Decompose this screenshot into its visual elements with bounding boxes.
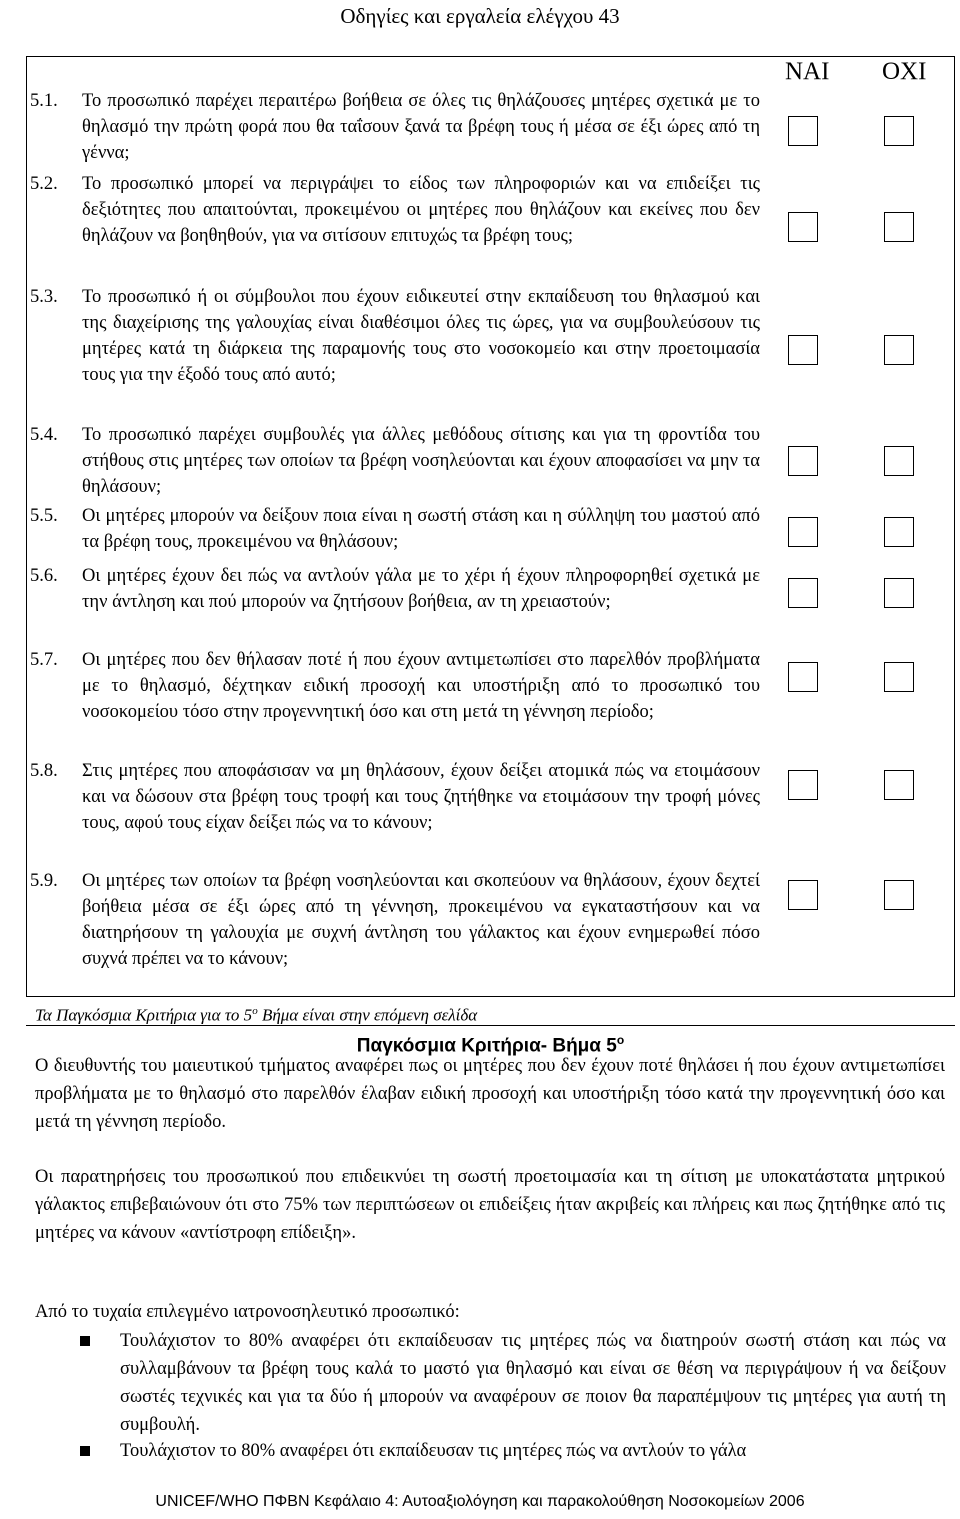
bullet-item xyxy=(80,1437,946,1465)
item-text: Το προσωπικό παρέχει συμβουλές για άλλες μεθόδους σίτισης και για τη φροντίδα του στήθους στις μητέρες των οποίων τα βρέφη νοσηλεύονται και έχουν αποφασίσει να μην τα θηλάσουν; xyxy=(82,425,760,497)
no-checkbox[interactable] xyxy=(884,880,914,910)
yes-checkbox[interactable] xyxy=(788,517,818,547)
item-number: 5.5. xyxy=(30,506,58,526)
bullet-item xyxy=(80,1327,946,1437)
yes-column-header: ΝΑΙ xyxy=(785,58,830,85)
yes-checkbox[interactable] xyxy=(788,212,818,242)
no-checkbox[interactable] xyxy=(884,517,914,547)
no-column-header: ΟΧΙ xyxy=(882,58,927,85)
item-number: 5.8. xyxy=(30,761,58,781)
yes-checkbox[interactable] xyxy=(788,116,818,146)
note-superscript: ο xyxy=(252,1005,258,1017)
item-text: Οι μητέρες μπορούν να δείξουν ποια είναι η σωστή στάση και η σύλληψη του μαστού από τα βρέφη τους, προκειμένου να θηλάσουν; xyxy=(82,506,760,552)
criteria-paragraph: Από το τυχαία επιλεγμένο ιατρονοσηλευτικό προσωπικό: xyxy=(35,1302,460,1322)
section-title xyxy=(26,1025,955,1057)
checklist-item xyxy=(30,758,760,864)
note-text-end: Βήμα είναι στην επόμενη σελίδα xyxy=(257,1005,478,1025)
no-checkbox[interactable] xyxy=(884,662,914,692)
page-header: Οδηγίες και εργαλεία ελέγχου 43 xyxy=(340,4,620,28)
yes-checkbox[interactable] xyxy=(788,770,818,800)
item-text: Το προσωπικό παρέχει περαιτέρω βοήθεια σε όλες τις θηλάζουσες μητέρες σχετικά με το θηλασμό την πρώτη φορά που θα ταΐσουν ξανά τα βρέφη τους ή μέσα σε έξι ώρες από τη γέννα; xyxy=(82,91,760,163)
bullet-text: Τουλάχιστον το 80% αναφέρει ότι εκπαίδευσαν τις μητέρες πώς να διατηρούν σωστή στάση και πώς να συλλαμβάνουν τα βρέφη τους καλά το μαστό για θηλασμό και είναι σε θέση να περιγράψουν ή να δείξουν σωστές τεχνικές και για τα δύο ή μπορούν να αναφέρουν σε ποιον θα παραπέμψουν τις μητέρες για αυτή τη συμβουλή. xyxy=(120,1331,946,1435)
page-footer: UNICEF/WHO ΠΦΒΝ Κεφάλαιο 4: Αυτοαξιολόγηση και παρακολούθηση Νοσοκομείων 2006 xyxy=(155,1493,805,1510)
item-number: 5.3. xyxy=(30,287,58,307)
item-text: Το προσωπικό μπορεί να περιγράψει το είδος των πληροφοριών και να επιδείξει τις δεξιότητες που απαιτούνται, προκειμένου οι μητέρες που θηλάζουν και εκείνες που δεν θηλάζουν να βοηθηθούν, για να σιτίσουν επιτυχώς τα βρέφη τους; xyxy=(82,174,760,246)
no-checkbox[interactable] xyxy=(884,578,914,608)
item-text: Οι μητέρες των οποίων τα βρέφη νοσηλεύονται και σκοπεύουν να θηλάσουν, έχουν δεχτεί βοήθεια μέσα σε έξι ώρες από τη γέννηση, προκειμένου να εγκαταστήσουν και να διατηρήσουν τη γαλουχία με συχνή άντληση του γάλακτος και έχουν ενημερωθεί πόσο συχνά πρέπει να το κάνουν; xyxy=(82,871,760,969)
yes-checkbox[interactable] xyxy=(788,880,818,910)
item-number: 5.9. xyxy=(30,871,58,891)
no-checkbox[interactable] xyxy=(884,446,914,476)
next-page-note xyxy=(35,1000,477,1027)
checklist-item xyxy=(30,422,760,502)
no-checkbox[interactable] xyxy=(884,335,914,365)
section-title-superscript: ο xyxy=(616,1033,625,1047)
checklist-item xyxy=(30,563,760,643)
checklist-item xyxy=(30,171,760,281)
no-checkbox[interactable] xyxy=(884,770,914,800)
checklist-item xyxy=(30,284,760,420)
item-number: 5.4. xyxy=(30,425,58,445)
item-text: Οι μητέρες που δεν θήλασαν ποτέ ή που έχουν αντιμετωπίσει στο παρελθόν προβλήματα με το θηλασμό, δέχτηκαν ειδική προσοχή και υποστήριξη από το προσωπικό του νοσοκομείου τόσο στην προγεννητική όσο και στη μετά τη γέννηση περίοδο; xyxy=(82,650,760,722)
yes-checkbox[interactable] xyxy=(788,578,818,608)
no-checkbox[interactable] xyxy=(884,212,914,242)
item-number: 5.6. xyxy=(30,566,58,586)
item-text: Οι μητέρες έχουν δει πώς να αντλούν γάλα με το χέρι ή έχουν πληροφορηθεί σχετικά με την άντληση και πού μπορούν να ζητήσουν βοήθεια, αν τη χρειαστούν; xyxy=(82,566,760,612)
item-number: 5.2. xyxy=(30,174,58,194)
bullet-text: Τουλάχιστον το 80% αναφέρει ότι εκπαίδευσαν τις μητέρες πώς να αντλούν το γάλα xyxy=(120,1441,747,1461)
yes-checkbox[interactable] xyxy=(788,335,818,365)
bullet-square-icon xyxy=(80,1446,90,1456)
section-title-text: Παγκόσμια Κριτήρια- Βήμα 5 xyxy=(356,1035,617,1057)
no-checkbox[interactable] xyxy=(884,116,914,146)
bullet-square-icon xyxy=(80,1336,90,1346)
item-number: 5.7. xyxy=(30,650,58,670)
criteria-paragraph: Ο διευθυντής του μαιευτικού τμήματος αναφέρει πως οι μητέρες που δεν έχουν ποτέ θηλάσει ή που έχουν αντιμετωπίσει προβλήματα με το θηλασμό στο παρελθόν έλαβαν ειδική προσοχή και υποστήριξη τόσο κατά την προγεννητική όσο και μετά τη γέννηση περίοδο. xyxy=(35,1056,945,1132)
checklist-item xyxy=(30,647,760,753)
item-text: Στις μητέρες που αποφάσισαν να μη θηλάσουν, έχουν δείξει ατομικά πώς να ετοιμάσουν και να δώσουν στα βρέφη τους τροφή και τους ζητήθηκε να ετοιμάσουν την τροφή μόνες τους, αφού τους είχαν δείξει πώς να το κάνουν; xyxy=(82,761,760,833)
note-text: Τα Παγκόσμια Κριτήρια για το 5 xyxy=(35,1005,253,1025)
item-text: Το προσωπικό ή οι σύμβουλοι που έχουν ειδικευτεί στην εκπαίδευση του θηλασμού και της διαχείρισης της γαλουχίας είναι διαθέσιμοι όλες τις ώρες, για να συμβουλεύσουν τις μητέρες κατά τη διάρκεια της παραμονής τους στο νοσοκομείο και στην προετοιμασία τους για την έξοδό τους από αυτό; xyxy=(82,287,760,385)
checklist-item xyxy=(30,88,760,168)
checklist-item xyxy=(30,503,760,559)
checklist-item xyxy=(30,868,760,1000)
criteria-paragraph: Οι παρατηρήσεις του προσωπικού που επιδεικνύει τη σωστή προετοιμασία και τη σίτιση με υποκατάστατα μητρικού γάλακτος επιβεβαιώνουν ότι στο 75% των περιπτώσεων οι επιδείξεις ήταν ακριβείς και πλήρεις και πως ζητήθηκε από τις μητέρες να κάνουν «αντίστροφη επίδειξη». xyxy=(35,1167,945,1243)
yes-checkbox[interactable] xyxy=(788,446,818,476)
item-number: 5.1. xyxy=(30,91,58,111)
yes-checkbox[interactable] xyxy=(788,662,818,692)
